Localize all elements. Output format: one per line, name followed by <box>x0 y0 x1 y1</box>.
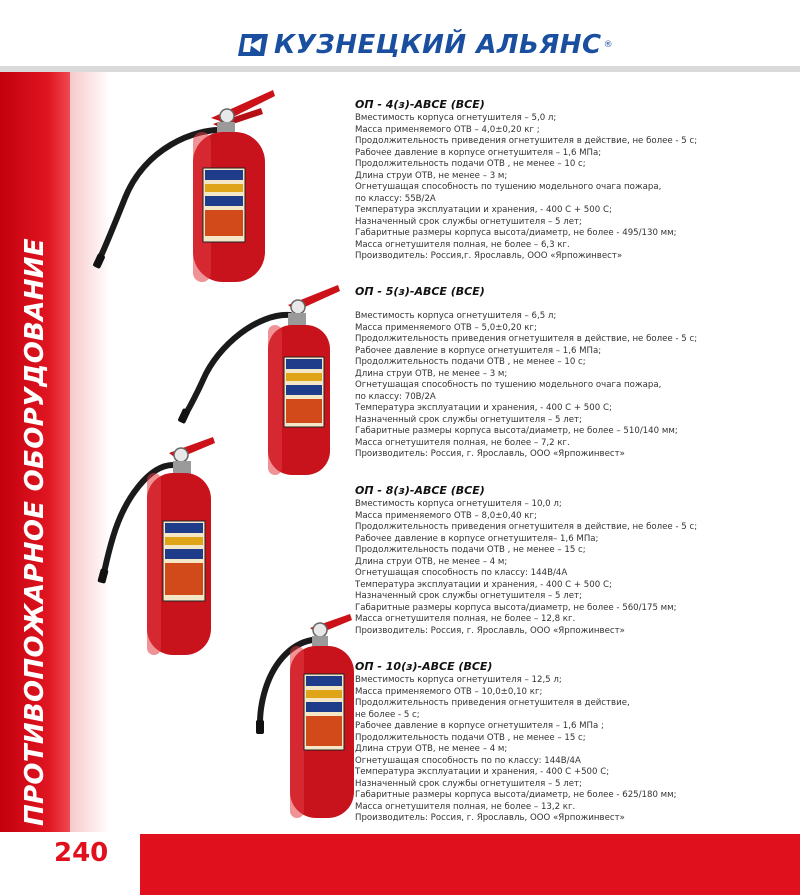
footer-bar <box>140 834 800 895</box>
spec-line: Рабочее давление в корпусе огнетушителя– 1,6 МПа; <box>355 533 599 544</box>
spacer <box>355 300 795 311</box>
spec-line: Огнетушащая способность по тушению модельного очага пожара, <box>355 380 662 390</box>
spec-line: Вместимость корпуса огнетушителя – 6,5 л; <box>355 311 557 321</box>
spec-list <box>355 499 795 637</box>
spec-line: Масса огнетушителя полная, не более – 6,3 кг. <box>355 239 570 250</box>
spec-line: Габаритные размеры корпуса высота/диаметр, не более - 495/130 мм; <box>355 228 677 238</box>
spec-line: Назначенный срок службы огнетушителя – 5 лет; <box>355 216 582 227</box>
page-number: 240 <box>54 838 109 868</box>
spec-line: Назначенный срок службы огнетушителя – 5 лет; <box>355 414 582 425</box>
spec-line: Масса огнетушителя полная, не более – 7,2 кг. <box>355 437 570 448</box>
spec-line: Габаритные размеры корпуса высота/диаметр, не более - 560/175 мм; <box>355 602 677 613</box>
spec-line: Производитель: Россия,г. Ярославль, ООО «Ярпожинвест» <box>355 251 623 261</box>
spec-line: Длина струи ОТВ, не менее – 3 м; <box>355 368 508 379</box>
spec-line: Вместимость корпуса огнетушителя – 12,5 л; <box>355 675 562 685</box>
spec-list <box>355 311 795 461</box>
spec-line: Продолжительность приведения огнетушителя в действие, не более - 5 с; <box>355 334 698 344</box>
spec-line: Продолжительность приведения огнетушителя в действие, не более - 5 с; <box>355 522 698 532</box>
spec-line: Масса применяемого ОТВ – 4,0±0,20 кг ; <box>355 124 540 135</box>
spec-line: Продолжительность приведения огнетушителя в действие, не более - 5 с; <box>355 136 698 146</box>
spec-line: Огнетушащая способность по тушению модельного очага пожара, <box>355 182 662 192</box>
spec-line: Рабочее давление в корпусе огнетушителя – 1,6 МПа; <box>355 345 602 356</box>
product-title: ОП - 10(з)-АВСЕ (ВСЕ) <box>355 660 493 673</box>
extinguisher-op4-image <box>85 88 285 288</box>
spec-line: Масса применяемого ОТВ – 5,0±0,20 кг; <box>355 322 537 333</box>
spec-line: Производитель: Россия, г. Ярославль, ООО «Ярпожинвест» <box>355 449 625 459</box>
spec-line: Огнетушащая способность по по классу: 144В/4А <box>355 755 581 766</box>
spec-line: Вместимость корпуса огнетушителя – 5,0 л; <box>355 113 557 123</box>
spec-line: Продолжительность приведения огнетушителя в действие, <box>355 698 630 708</box>
spec-list <box>355 113 795 263</box>
spec-line: Масса применяемого ОТВ – 10,0±0,10 кг; <box>355 686 543 697</box>
spec-line: Температура эксплуатации и хранения, - 400 С + 500 С; <box>355 205 612 215</box>
spec-line: Температура эксплуатации и хранения, - 400 С + 500 С; <box>355 403 612 413</box>
header-divider <box>0 66 800 72</box>
product-spec-op8 <box>355 484 795 637</box>
spec-line: Температура эксплуатации и хранения, - 400 С +500 С; <box>355 767 610 777</box>
spec-line: Вместимость корпуса огнетушителя – 10,0 л; <box>355 499 562 509</box>
product-title: ОП - 5(з)-АВСЕ (ВСЕ) <box>355 285 485 298</box>
spec-line: Рабочее давление в корпусе огнетушителя – 1,6 МПа; <box>355 147 602 158</box>
spec-line: Габаритные размеры корпуса высота/диаметр, не более - 625/180 мм; <box>355 790 677 800</box>
spec-line: Огнетушащая способность по классу: 144В/4А <box>355 568 568 578</box>
registered-mark: ® <box>603 40 613 50</box>
spec-line: не более - 5 с; <box>355 709 420 720</box>
spec-line: Производитель: Россия, г. Ярославль, ООО «Ярпожинвест» <box>355 813 625 823</box>
spec-line: Длина струи ОТВ, не менее – 4 м; <box>355 556 508 567</box>
spec-list <box>355 675 795 825</box>
section-title: ПРОТИВОПОЖАРНОЕ ОБОРУДОВАНИЕ <box>20 238 50 826</box>
spec-line: Длина струи ОТВ, не менее – 4 м; <box>355 744 508 754</box>
spec-line: Продолжительность подачи ОТВ , не менее – 15 с; <box>355 732 586 743</box>
spec-line: Продолжительность подачи ОТВ , не менее – 10 с; <box>355 159 586 169</box>
spec-line: по классу: 70В/2А <box>355 391 436 402</box>
spec-line: Масса огнетушителя полная, не более – 13,2 кг. <box>355 801 576 812</box>
spec-line: Длина струи ОТВ, не менее – 3 м; <box>355 170 508 181</box>
product-spec-op5 <box>355 285 795 461</box>
spec-line: Производитель: Россия, г. Ярославль, ООО «Ярпожинвест» <box>355 625 625 636</box>
spec-line: Температура эксплуатации и хранения, - 400 С + 500 С; <box>355 579 612 590</box>
spec-line: Продолжительность подачи ОТВ , не менее – 10 с; <box>355 357 586 367</box>
product-spec-op10 <box>355 660 795 825</box>
spec-line: Рабочее давление в корпусе огнетушителя – 1,6 МПа ; <box>355 721 604 731</box>
brand-logo <box>238 30 613 60</box>
spec-line: Назначенный срок службы огнетушителя – 5 лет; <box>355 778 582 789</box>
product-spec-op4 <box>355 98 795 263</box>
brand-mark-icon <box>238 34 268 56</box>
spec-line: Масса применяемого ОТВ – 8,0±0,40 кг; <box>355 510 537 521</box>
spec-line: по классу: 55В/2А <box>355 193 436 204</box>
product-title: ОП - 8(з)-АВСЕ (ВСЕ) <box>355 484 485 497</box>
brand-name: КУЗНЕЦКИЙ АЛЬЯНС <box>274 30 602 60</box>
spec-line: Продолжительность подачи ОТВ , не менее – 15 с; <box>355 545 586 555</box>
extinguisher-op8-image <box>95 437 225 659</box>
spec-line: Масса огнетушителя полная, не более – 12,8 кг. <box>355 614 576 624</box>
spec-line: Габаритные размеры корпуса высота/диаметр, не более – 510/140 мм; <box>355 426 678 436</box>
spec-line: Назначенный срок службы огнетушителя – 5 лет; <box>355 591 582 601</box>
product-title: ОП - 4(з)-АВСЕ (ВСЕ) <box>355 98 485 111</box>
extinguisher-op10-image <box>250 614 360 820</box>
